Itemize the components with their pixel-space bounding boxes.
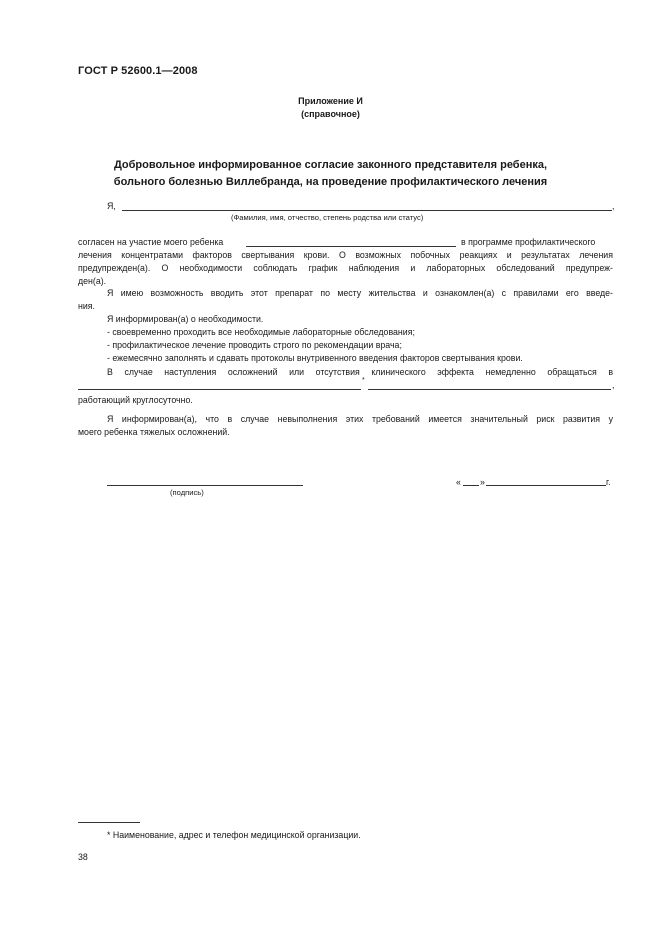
p5-line-1: Я информирован(а), что в случае невыполнения этих требований имеется значительный риск развития у bbox=[107, 414, 613, 424]
standard-header: ГОСТ Р 52600.1—2008 bbox=[78, 65, 198, 77]
document-title bbox=[0, 157, 661, 191]
p4-line-1: В случае наступления осложнений или отсутствия клинического эффекта немедленно обращаться в bbox=[107, 367, 613, 377]
child-name-fill-line[interactable] bbox=[246, 246, 456, 247]
appendix-title: Приложение И bbox=[298, 96, 363, 106]
footnote-mark: * bbox=[362, 377, 365, 384]
p2-line-1: Я имею возможность вводить этот препарат по месту жительства и ознакомлен(а) с правилами его введе- bbox=[107, 288, 613, 298]
p3-line-1: Я информирован(а) о необходимости. bbox=[107, 314, 264, 324]
bullet-3: - ежемесячно заполнять и сдавать протоколы внутривенного введения факторов свертывания крови. bbox=[107, 353, 523, 363]
signature-hint: (подпись) bbox=[170, 488, 204, 497]
appendix-subtitle: (справочное) bbox=[301, 109, 360, 119]
date-open-quote: « bbox=[456, 477, 461, 487]
bullet-2: - профилактическое лечение проводить строго по рекомендации врача; bbox=[107, 340, 402, 350]
p5-line-2: моего ребенка тяжелых осложнений. bbox=[78, 427, 230, 437]
date-day-line[interactable] bbox=[463, 485, 479, 486]
name-fill-line[interactable] bbox=[122, 210, 612, 211]
organization-fill-line-1[interactable] bbox=[78, 389, 361, 390]
document-title-line-1: Добровольное информированное согласие законного представителя ребенка, bbox=[113, 159, 548, 171]
organization-fill-line-2[interactable] bbox=[368, 389, 611, 390]
p2-line-2: ния. bbox=[78, 301, 95, 311]
footnote-rule bbox=[78, 822, 140, 823]
year-suffix: г. bbox=[606, 477, 611, 487]
date-month-line[interactable] bbox=[486, 485, 606, 486]
p1-line-2: лечения концентратами факторов свертывания крови. О возможных побочных реакциях и результатах лечения bbox=[78, 250, 613, 260]
i-label: Я, bbox=[107, 201, 116, 211]
signature-line[interactable] bbox=[107, 485, 303, 486]
footnote-text: * Наименование, адрес и телефон медицинской организации. bbox=[107, 830, 361, 840]
page-number: 38 bbox=[78, 852, 88, 862]
p4-line-3: работающий круглосуточно. bbox=[78, 395, 193, 405]
date-close-quote: » bbox=[480, 477, 485, 487]
name-hint: (Фамилия, имя, отчество, степень родства или статус) bbox=[231, 213, 424, 222]
p1-line-4: ден(а). bbox=[78, 276, 107, 286]
p1-line-1-start: согласен на участие моего ребенка bbox=[78, 237, 224, 247]
p1-line-3: предупрежден(а). О необходимости соблюдать график наблюдения и лабораторных обследований предупреж- bbox=[78, 263, 613, 273]
bullet-1: - своевременно проходить все необходимые лабораторные обследования; bbox=[107, 327, 415, 337]
p1-line-1-end: в программе профилактического bbox=[461, 237, 596, 247]
document-title-line-2: больного болезнью Виллебранда, на проведение профилактического лечения bbox=[113, 176, 548, 188]
